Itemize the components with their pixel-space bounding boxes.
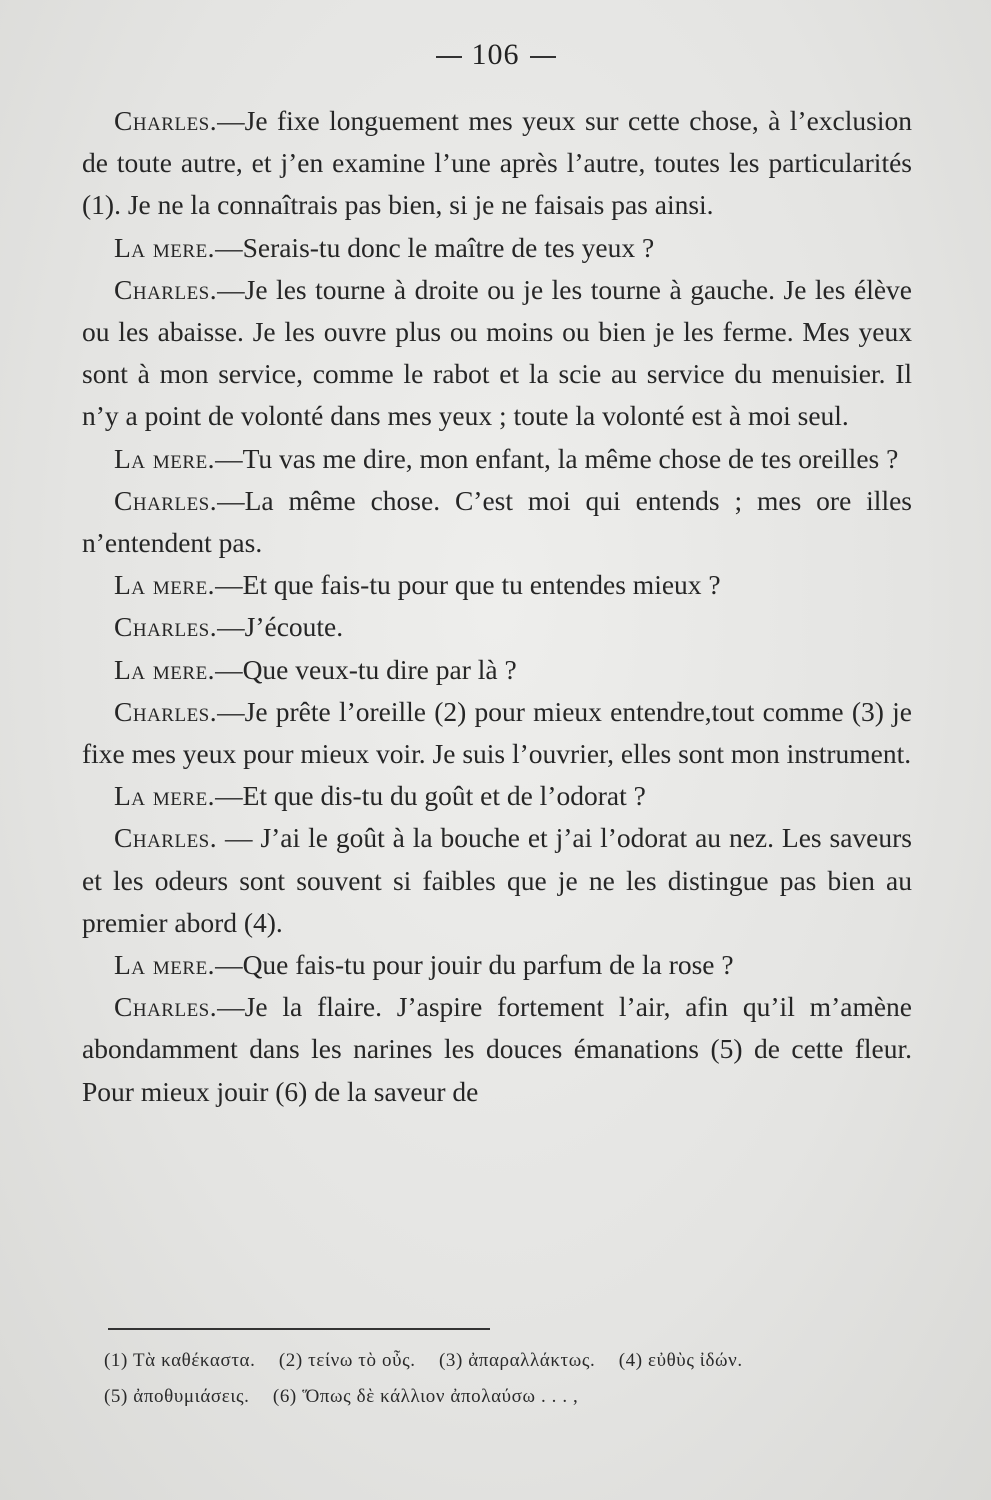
- speaker-name: La mere.: [114, 569, 216, 601]
- speech-text: —Que veux-tu dire par là ?: [215, 653, 517, 685]
- dialogue-paragraph: [82, 691, 912, 775]
- dialogue-paragraph: [82, 775, 912, 817]
- page-number: [0, 38, 991, 72]
- dash-right: [530, 56, 556, 58]
- dialogue-paragraph: [82, 564, 912, 606]
- speaker-name: Charles.: [114, 695, 218, 727]
- dialogue-paragraph: [82, 817, 912, 944]
- footnote-line: [104, 1379, 924, 1415]
- speaker-name: Charles.: [114, 611, 218, 643]
- dialogue-paragraph: [82, 944, 912, 986]
- dialogue-paragraph: [82, 606, 912, 648]
- speech-text: —Je prête l’oreille (2) pour mieux entendre,tout comme (3) je fixe mes yeux pour mieux voir. Je suis l’ouvrier, elles sont mon instrument.: [82, 695, 912, 770]
- dialogue-paragraph: [82, 227, 912, 269]
- speech-text: —Que fais-tu pour jouir du parfum de la rose ?: [215, 949, 734, 981]
- speaker-name: Charles.: [114, 273, 218, 305]
- footnote-4: (4) εὐθὺς ἰδών.: [618, 1350, 743, 1371]
- speaker-name: La mere.: [114, 442, 216, 474]
- dash-left: [436, 56, 462, 58]
- dialogue-paragraph: [82, 480, 912, 564]
- dialogue-paragraph: [82, 649, 912, 691]
- speech-text: — J’ai le goût à la bouche et j’ai l’odorat au nez. Les saveurs et les odeurs sont souvent si faibles que je ne les distingue pas bien au premier abord (4).: [82, 822, 912, 938]
- speech-text: —Et que fais-tu pour que tu entendes mieux ?: [215, 569, 721, 601]
- footnote-3: (3) ἀπαραλλάκτως.: [438, 1350, 596, 1371]
- footnotes: [104, 1343, 924, 1415]
- speech-text: —Et que dis-tu du goût et de l’odorat ?: [215, 780, 646, 812]
- footnote-5: (5) ἀποθυμιάσεις.: [104, 1386, 250, 1407]
- speaker-name: La mere.: [114, 780, 216, 812]
- dialogue-paragraph: [82, 438, 912, 480]
- speech-text: —Tu vas me dire, mon enfant, la même chose de tes oreilles ?: [215, 442, 899, 474]
- speaker-name: Charles.: [114, 822, 218, 854]
- dialogue-paragraph: [82, 100, 912, 227]
- speaker-name: Charles.: [114, 991, 218, 1023]
- footnote-6: (6) Ὅπως δὲ κάλλιον ἀπολαύσω . . . ,: [272, 1386, 579, 1407]
- footnote-2: (2) τείνω τὸ οὖς.: [278, 1350, 416, 1371]
- speech-text: —Je la flaire. J’aspire fortement l’air, afin qu’il m’amène abondamment dans les narines les douces émanations (5) de cette fleur. Pour mieux jouir (6) de la saveur de: [82, 991, 912, 1107]
- footnote-1: (1) Τὰ καθέκαστα.: [104, 1350, 256, 1371]
- speech-text: —J’écoute.: [217, 611, 344, 643]
- dialogue-text: [82, 100, 912, 1113]
- dialogue-paragraph: [82, 986, 912, 1113]
- footnote-line: [104, 1343, 924, 1379]
- speaker-name: La mere.: [114, 231, 216, 263]
- speech-text: —La même chose. C’est moi qui entends ; mes ore illes n’entendent pas.: [82, 484, 912, 559]
- speaker-name: Charles.: [114, 484, 218, 516]
- footnote-rule: [108, 1328, 490, 1330]
- dialogue-paragraph: [82, 269, 912, 438]
- speaker-name: Charles.: [114, 105, 218, 136]
- page-number-value: 106: [471, 38, 520, 71]
- speaker-name: La mere.: [114, 653, 216, 685]
- speaker-name: La mere.: [114, 949, 216, 981]
- speech-text: —Serais-tu donc le maître de tes yeux ?: [215, 231, 655, 263]
- speech-text: —Je les tourne à droite ou je les tourne à gauche. Je les élève ou les abaisse. Je les ouvre plus ou moins ou bien je les ferme. Mes yeux sont à mon service, comme le rabot et la scie au service du menuisier. Il n’y a point de volonté dans mes yeux ; toute la volonté est à moi seul.: [82, 273, 912, 432]
- speech-text: —Je fixe longuement mes yeux sur cette chose, à l’exclusion de toute autre, et j’en examine l’une après l’autre, toutes les particularités (1). Je ne la connaîtrais pas bien, si je ne faisais pas ainsi.: [82, 105, 912, 221]
